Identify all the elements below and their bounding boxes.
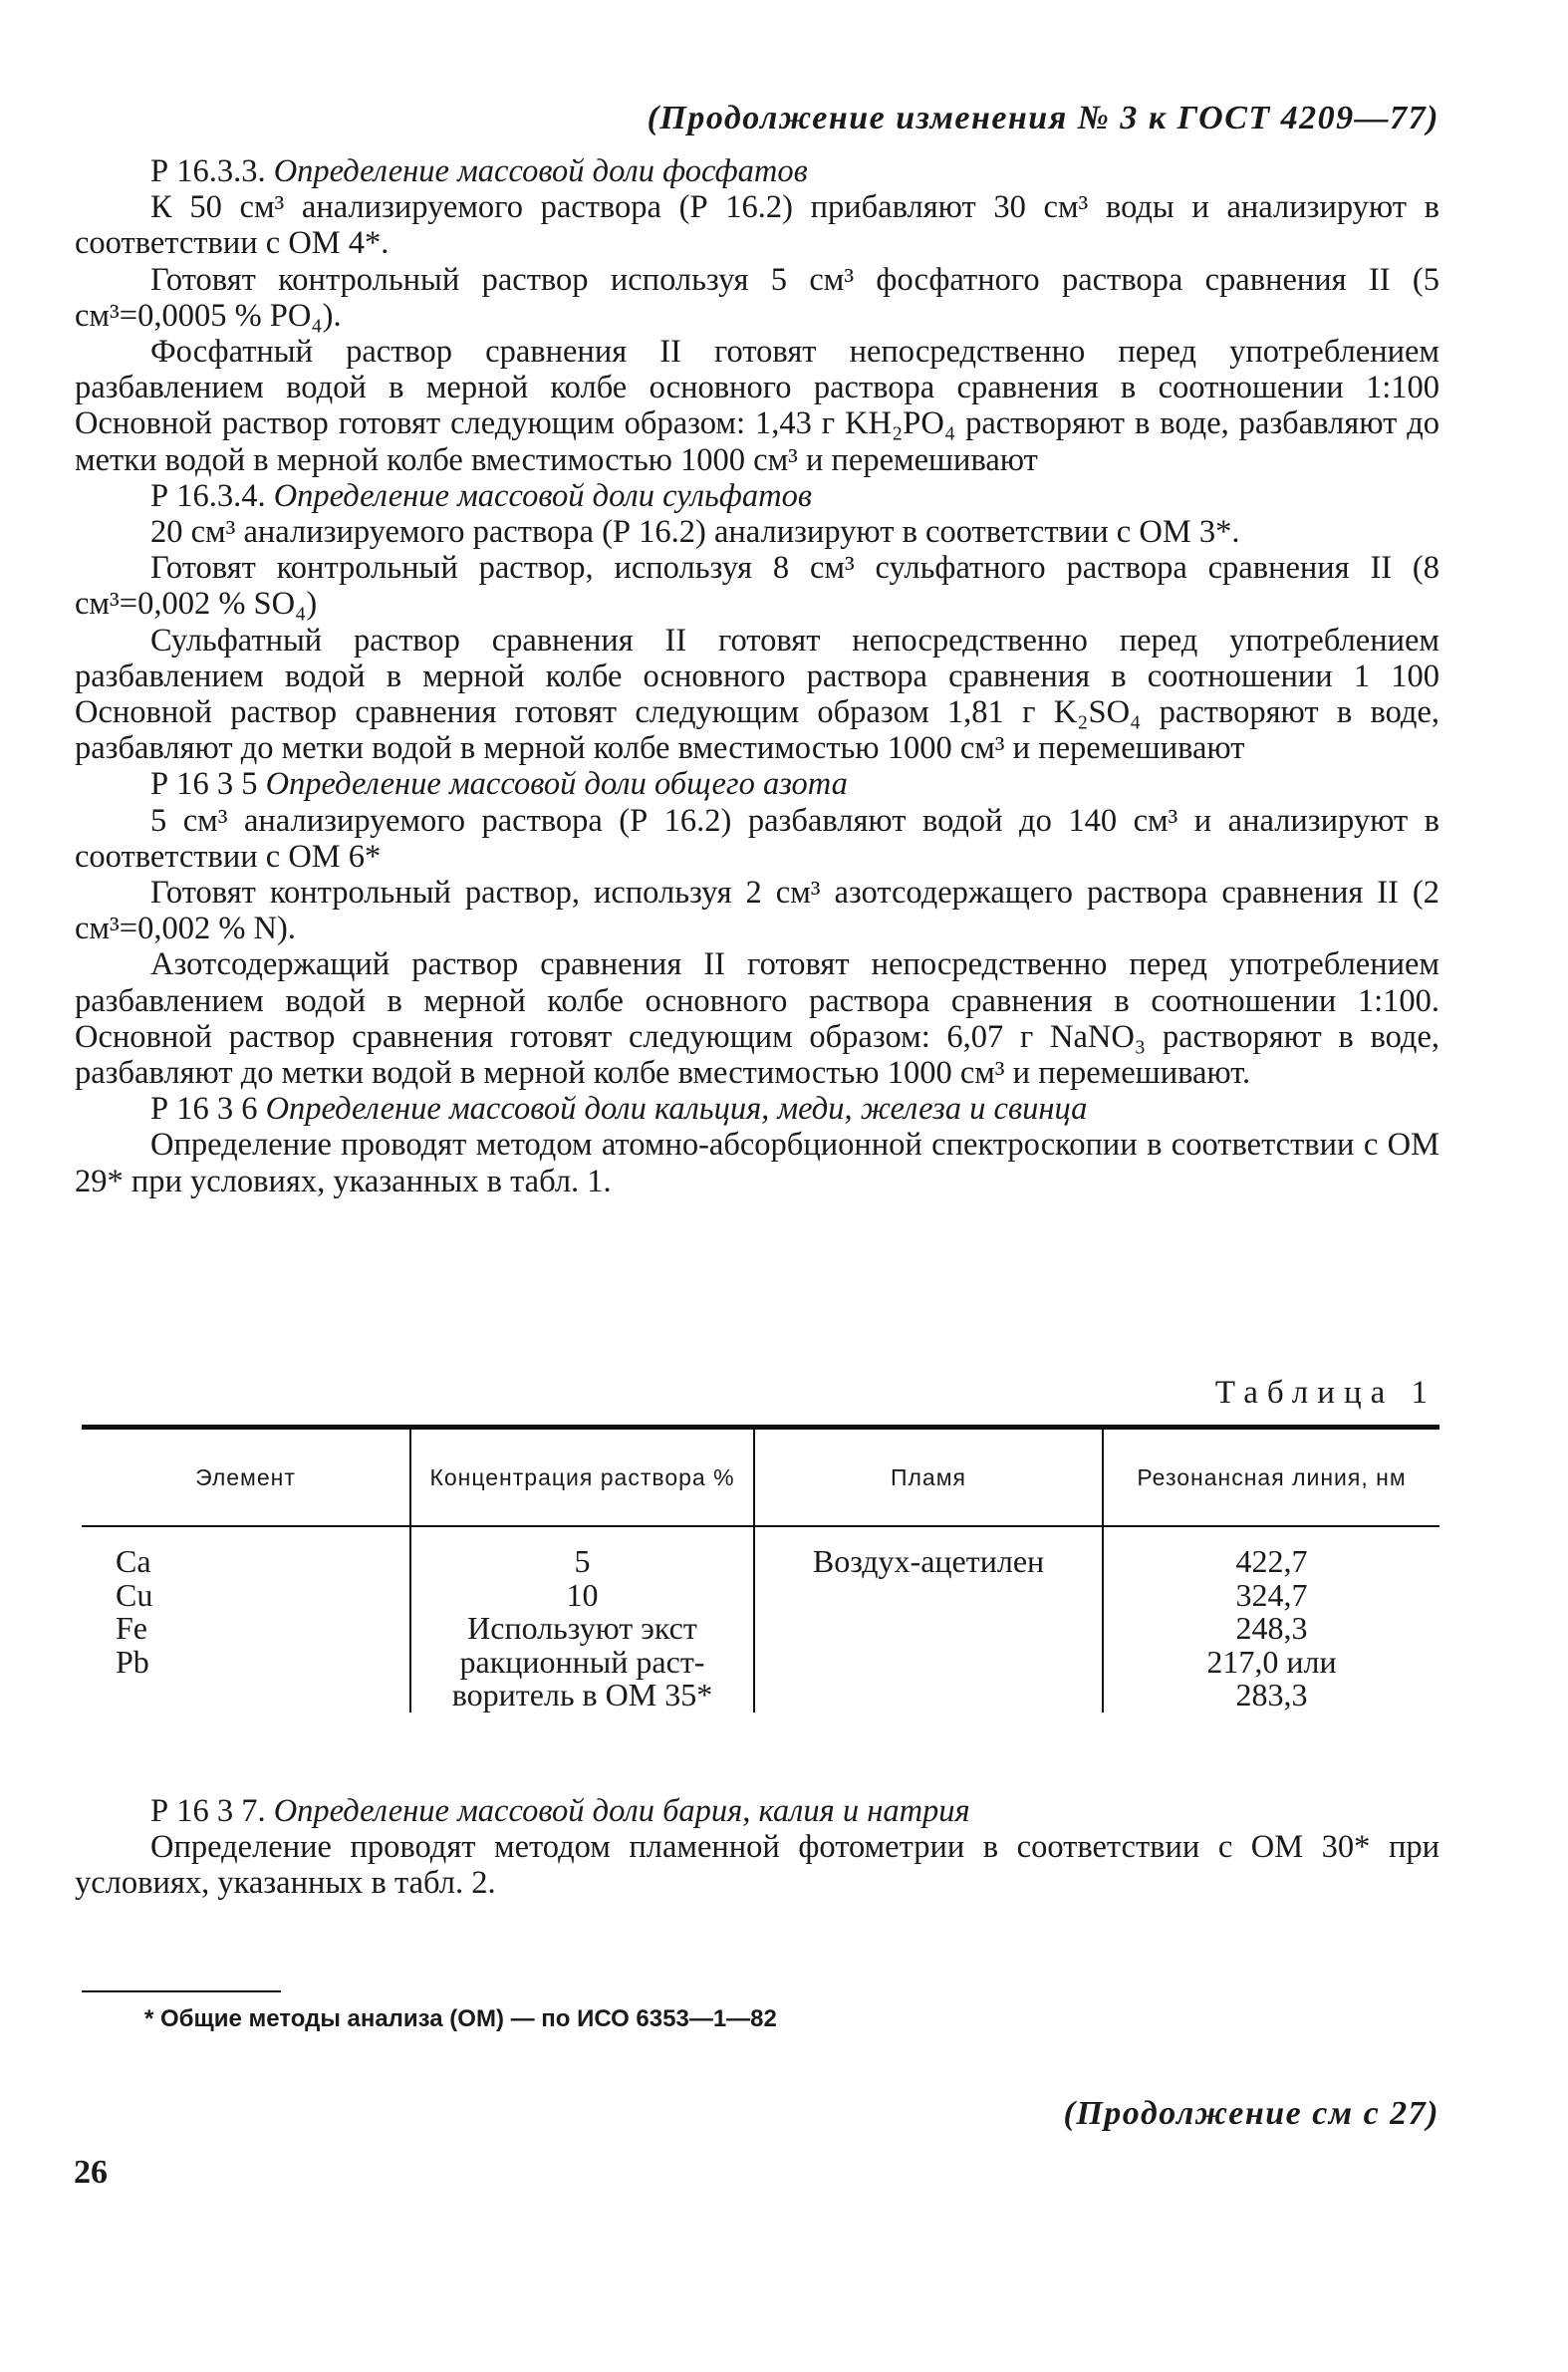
- table-cell: 5: [574, 1543, 591, 1579]
- paragraph: Готовят контрольный раствор, используя 2 см³ азотсодержащего раствора сравнения II (2 см³=0,002 % N).: [75, 875, 1439, 947]
- table-caption: Таблица 1: [1214, 1375, 1437, 1411]
- section-heading: [75, 1091, 1439, 1127]
- section-heading: [75, 766, 1439, 802]
- table-cell: 10: [566, 1576, 599, 1613]
- section-number: Р 16 3 5: [150, 766, 258, 803]
- section-number: Р 16.3.4.: [150, 477, 266, 514]
- table-cell-elements: [82, 1526, 410, 1713]
- table-cell: Ca: [116, 1543, 151, 1579]
- table-cell: Воздух-ацетилен: [812, 1543, 1045, 1579]
- section-heading: [75, 153, 1439, 189]
- table-cell: 324,7: [1235, 1576, 1308, 1613]
- table-cell-concentration: [410, 1526, 754, 1713]
- continuation-header: (Продолжение изменения № 3 к ГОСТ 4209—77): [647, 100, 1439, 136]
- page-number: 26: [74, 2154, 108, 2191]
- section-number: Р 16.3.3.: [150, 153, 266, 189]
- section-number: Р 16 3 6: [150, 1091, 258, 1128]
- table-cell: Fe: [116, 1610, 147, 1646]
- paragraph: Определение проводят методом пламенной фотометрии в соответствии с ОМ 30* при условиях, указанных в табл. 2.: [75, 1829, 1439, 1902]
- table-cell: 422,7: [1235, 1543, 1308, 1579]
- table-cell: ракционный раст-: [459, 1643, 705, 1680]
- table-cell: воритель в ОМ 35*: [451, 1677, 713, 1713]
- paragraph: Фосфатный раствор сравнения II готовят непосредственно перед употреблением разбавлением водой в мерной колбе основного раствора сравнения в соотношении 1:100 Основной раствор готовят следующим образом: 1,43 г KH₂PO₄ растворяют в воде, разбавляют до метки водой в мерной колбе вместимостью 1000 см³ и перемешивают: [75, 334, 1439, 478]
- section-number: Р 16 3 7.: [150, 1793, 266, 1829]
- table-cell: Cu: [116, 1576, 153, 1613]
- table-cell: 248,3: [1235, 1610, 1308, 1646]
- table-1: [82, 1425, 1439, 1713]
- paragraph: 5 см³ анализируемого раствора (Р 16.2) разбавляют водой до 140 см³ и анализируют в соответствии с ОМ 6*: [75, 802, 1439, 875]
- paragraph: К 50 см³ анализируемого раствора (Р 16.2) прибавляют 30 см³ воды и анализируют в соответствии с ОМ 4*.: [75, 189, 1439, 262]
- footnote: * Общие методы анализа (ОМ) — по ИСО 6353—1—82: [144, 2005, 777, 2032]
- paragraph: Готовят контрольный раствор используя 5 см³ фосфатного раствора сравнения II (5 см³=0,0005 % PO₄).: [75, 261, 1439, 334]
- table-header-cell: Концентрация раствора %: [410, 1428, 754, 1527]
- section-title: Определение массовой доли общего азота: [265, 766, 848, 803]
- paragraph: Готовят контрольный раствор, используя 8 см³ сульфатного раствора сравнения II (8 см³=0,002 % SO₄): [75, 550, 1439, 623]
- section-title: Определение массовой доли бария, калия и натрия: [273, 1793, 970, 1829]
- section-title: Определение массовой доли кальция, меди, железа и свинца: [265, 1091, 1088, 1128]
- section-heading: [75, 478, 1439, 514]
- table-cell-flame: [754, 1526, 1103, 1713]
- table-cell-lines: [1103, 1526, 1439, 1713]
- section-title: Определение массовой доли фосфатов: [273, 153, 808, 189]
- section-heading: [75, 1793, 1439, 1829]
- footnote-divider: [82, 1990, 281, 1992]
- paragraph: Азотсодержащий раствор сравнения II готовят непосредственно перед употреблением разбавлением водой в мерной колбе основного раствора сравнения в соотношении 1:100. Основной раствор сравнения готовят следующим образом: 6,07 г NaNO₃ растворяют в воде, разбавляют до метки водой в мерной колбе вместимостью 1000 см³ и перемешивают.: [75, 946, 1439, 1092]
- table-cell: 283,3: [1235, 1677, 1308, 1713]
- table-cell: Используют экст: [467, 1610, 697, 1646]
- section-title: Определение массовой доли сульфатов: [273, 477, 812, 514]
- paragraph: 20 см³ анализируемого раствора (Р 16.2) анализируют в соответствии с ОМ 3*.: [150, 514, 1240, 551]
- table-header-cell: Пламя: [754, 1428, 1103, 1527]
- paragraph: Определение проводят методом атомно-абсорбционной спектроскопии в соответствии с ОМ 29* при условиях, указанных в табл. 1.: [75, 1127, 1439, 1199]
- paragraph: Сульфатный раствор сравнения II готовят непосредственно перед употреблением разбавлением водой в мерной колбе основного раствора сравнения в соотношении 1 100 Основной раствор сравнения готовят следующим образом 1,81 г K₂SO₄ растворяют в воде, разбавляют до метки водой в мерной колбе вместимостью 1000 см³ и перемешивают: [75, 622, 1439, 767]
- table-row: [82, 1526, 1439, 1713]
- continuation-note: (Продолжение см с 27): [1063, 2095, 1439, 2132]
- document-body-continued: [75, 1793, 1439, 1902]
- table-header-cell: Элемент: [195, 1464, 296, 1490]
- table-cell: Pb: [116, 1643, 149, 1680]
- table-header-row: [82, 1428, 1439, 1527]
- table-header-cell: Резонансная линия, нм: [1103, 1428, 1439, 1527]
- document-body: [75, 153, 1439, 1199]
- table-cell: 217,0 или: [1206, 1643, 1337, 1680]
